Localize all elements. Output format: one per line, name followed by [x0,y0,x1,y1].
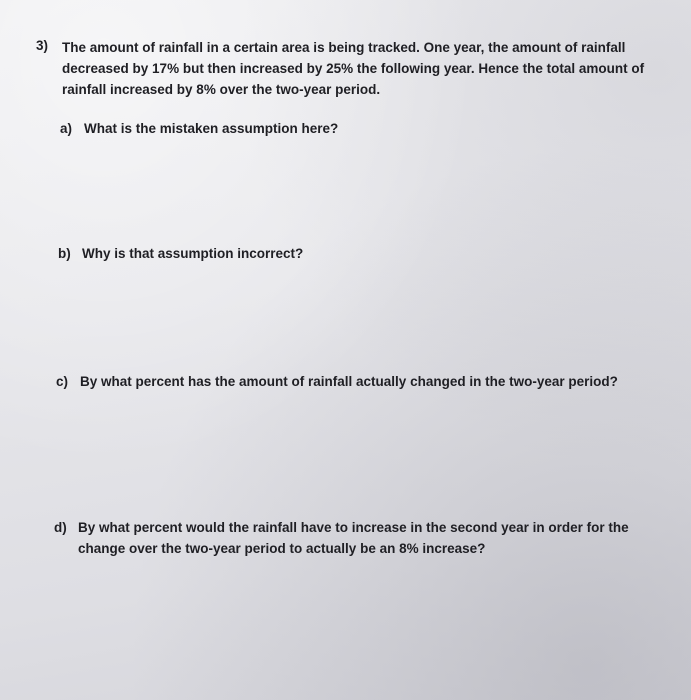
part-c-text: By what percent has the amount of rainfall actually changed in the two-year period? [80,374,618,389]
part-a [60,118,660,140]
question-text: The amount of rainfall in a certain area is being tracked. One year, the amount of rainfall decreased by 17% but then increased by 25% the following year. Hence the total amount of rainfall increased by 8% over the two-year period. [62,40,645,97]
part-b [58,243,658,265]
part-a-label: a) [60,121,73,136]
part-d-label: d) [54,520,67,535]
part-b-text: Why is that assumption incorrect? [82,246,304,261]
part-b-label: b) [58,246,71,261]
part-d-text: By what percent would the rainfall have to increase in the second year in order for the change over the two-year period to actually be an 8% increase? [78,520,629,556]
question-number: 3) [36,38,49,53]
part-c [56,371,676,393]
part-d [54,517,674,561]
part-a-text: What is the mistaken assumption here? [84,121,339,136]
part-c-label: c) [56,374,69,389]
